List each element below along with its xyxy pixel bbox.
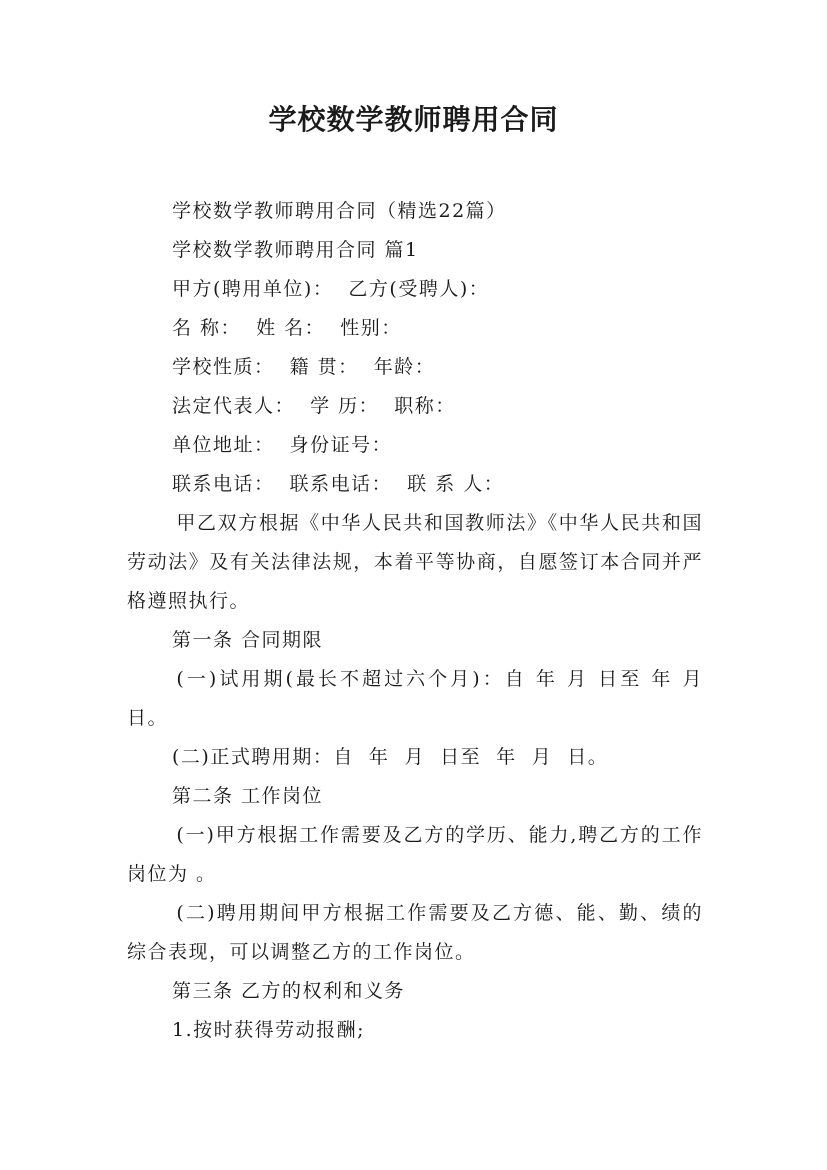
preamble-paragraph: 甲乙双方根据《中华人民共和国教师法》《中华人民共和国劳动法》及有关法律法规，本着平等协商，自愿签订本合同并严格遵照执行。 xyxy=(127,512,703,612)
field-line: 联系电话： 联系电话： 联 系 人： xyxy=(172,473,505,495)
article-heading: 第二条 工作岗位 xyxy=(172,785,324,807)
field-line: 名 称： 姓 名： 性别： xyxy=(172,317,402,339)
field-line: 法定代表人： 学 历： 职称： xyxy=(172,395,456,417)
clause-paragraph: (一)甲方根据工作需要及乙方的学历、能力,聘乙方的工作岗位为 。 xyxy=(127,824,703,885)
document-title: 学校数学教师聘用合同 xyxy=(268,103,559,136)
section-heading: 学校数学教师聘用合同 篇1 xyxy=(172,239,419,261)
field-line: 学校性质： 籍 贯： 年龄： xyxy=(172,356,436,378)
field-line: 单位地址： 身份证号： xyxy=(172,434,393,456)
clause-line: 1.按时获得劳动报酬; xyxy=(172,1019,366,1041)
article-heading: 第一条 合同期限 xyxy=(172,629,324,651)
document-body xyxy=(127,192,703,1050)
subtitle-line: 学校数学教师聘用合同（精选22篇） xyxy=(172,200,507,222)
clause-paragraph: (一)试用期(最长不超过六个月)：自 年 月 日至 年 月 日。 xyxy=(127,668,703,729)
clause-line: (二)正式聘用期：自 年 月 日至 年 月 日。 xyxy=(172,746,609,768)
clause-paragraph: (二)聘用期间甲方根据工作需要及乙方德、能、勤、绩的综合表现，可以调整乙方的工作岗位。 xyxy=(127,902,703,963)
article-heading: 第三条 乙方的权利和义务 xyxy=(172,980,406,1002)
party-line: 甲方(聘用单位)： 乙方(受聘人)： xyxy=(172,278,490,300)
